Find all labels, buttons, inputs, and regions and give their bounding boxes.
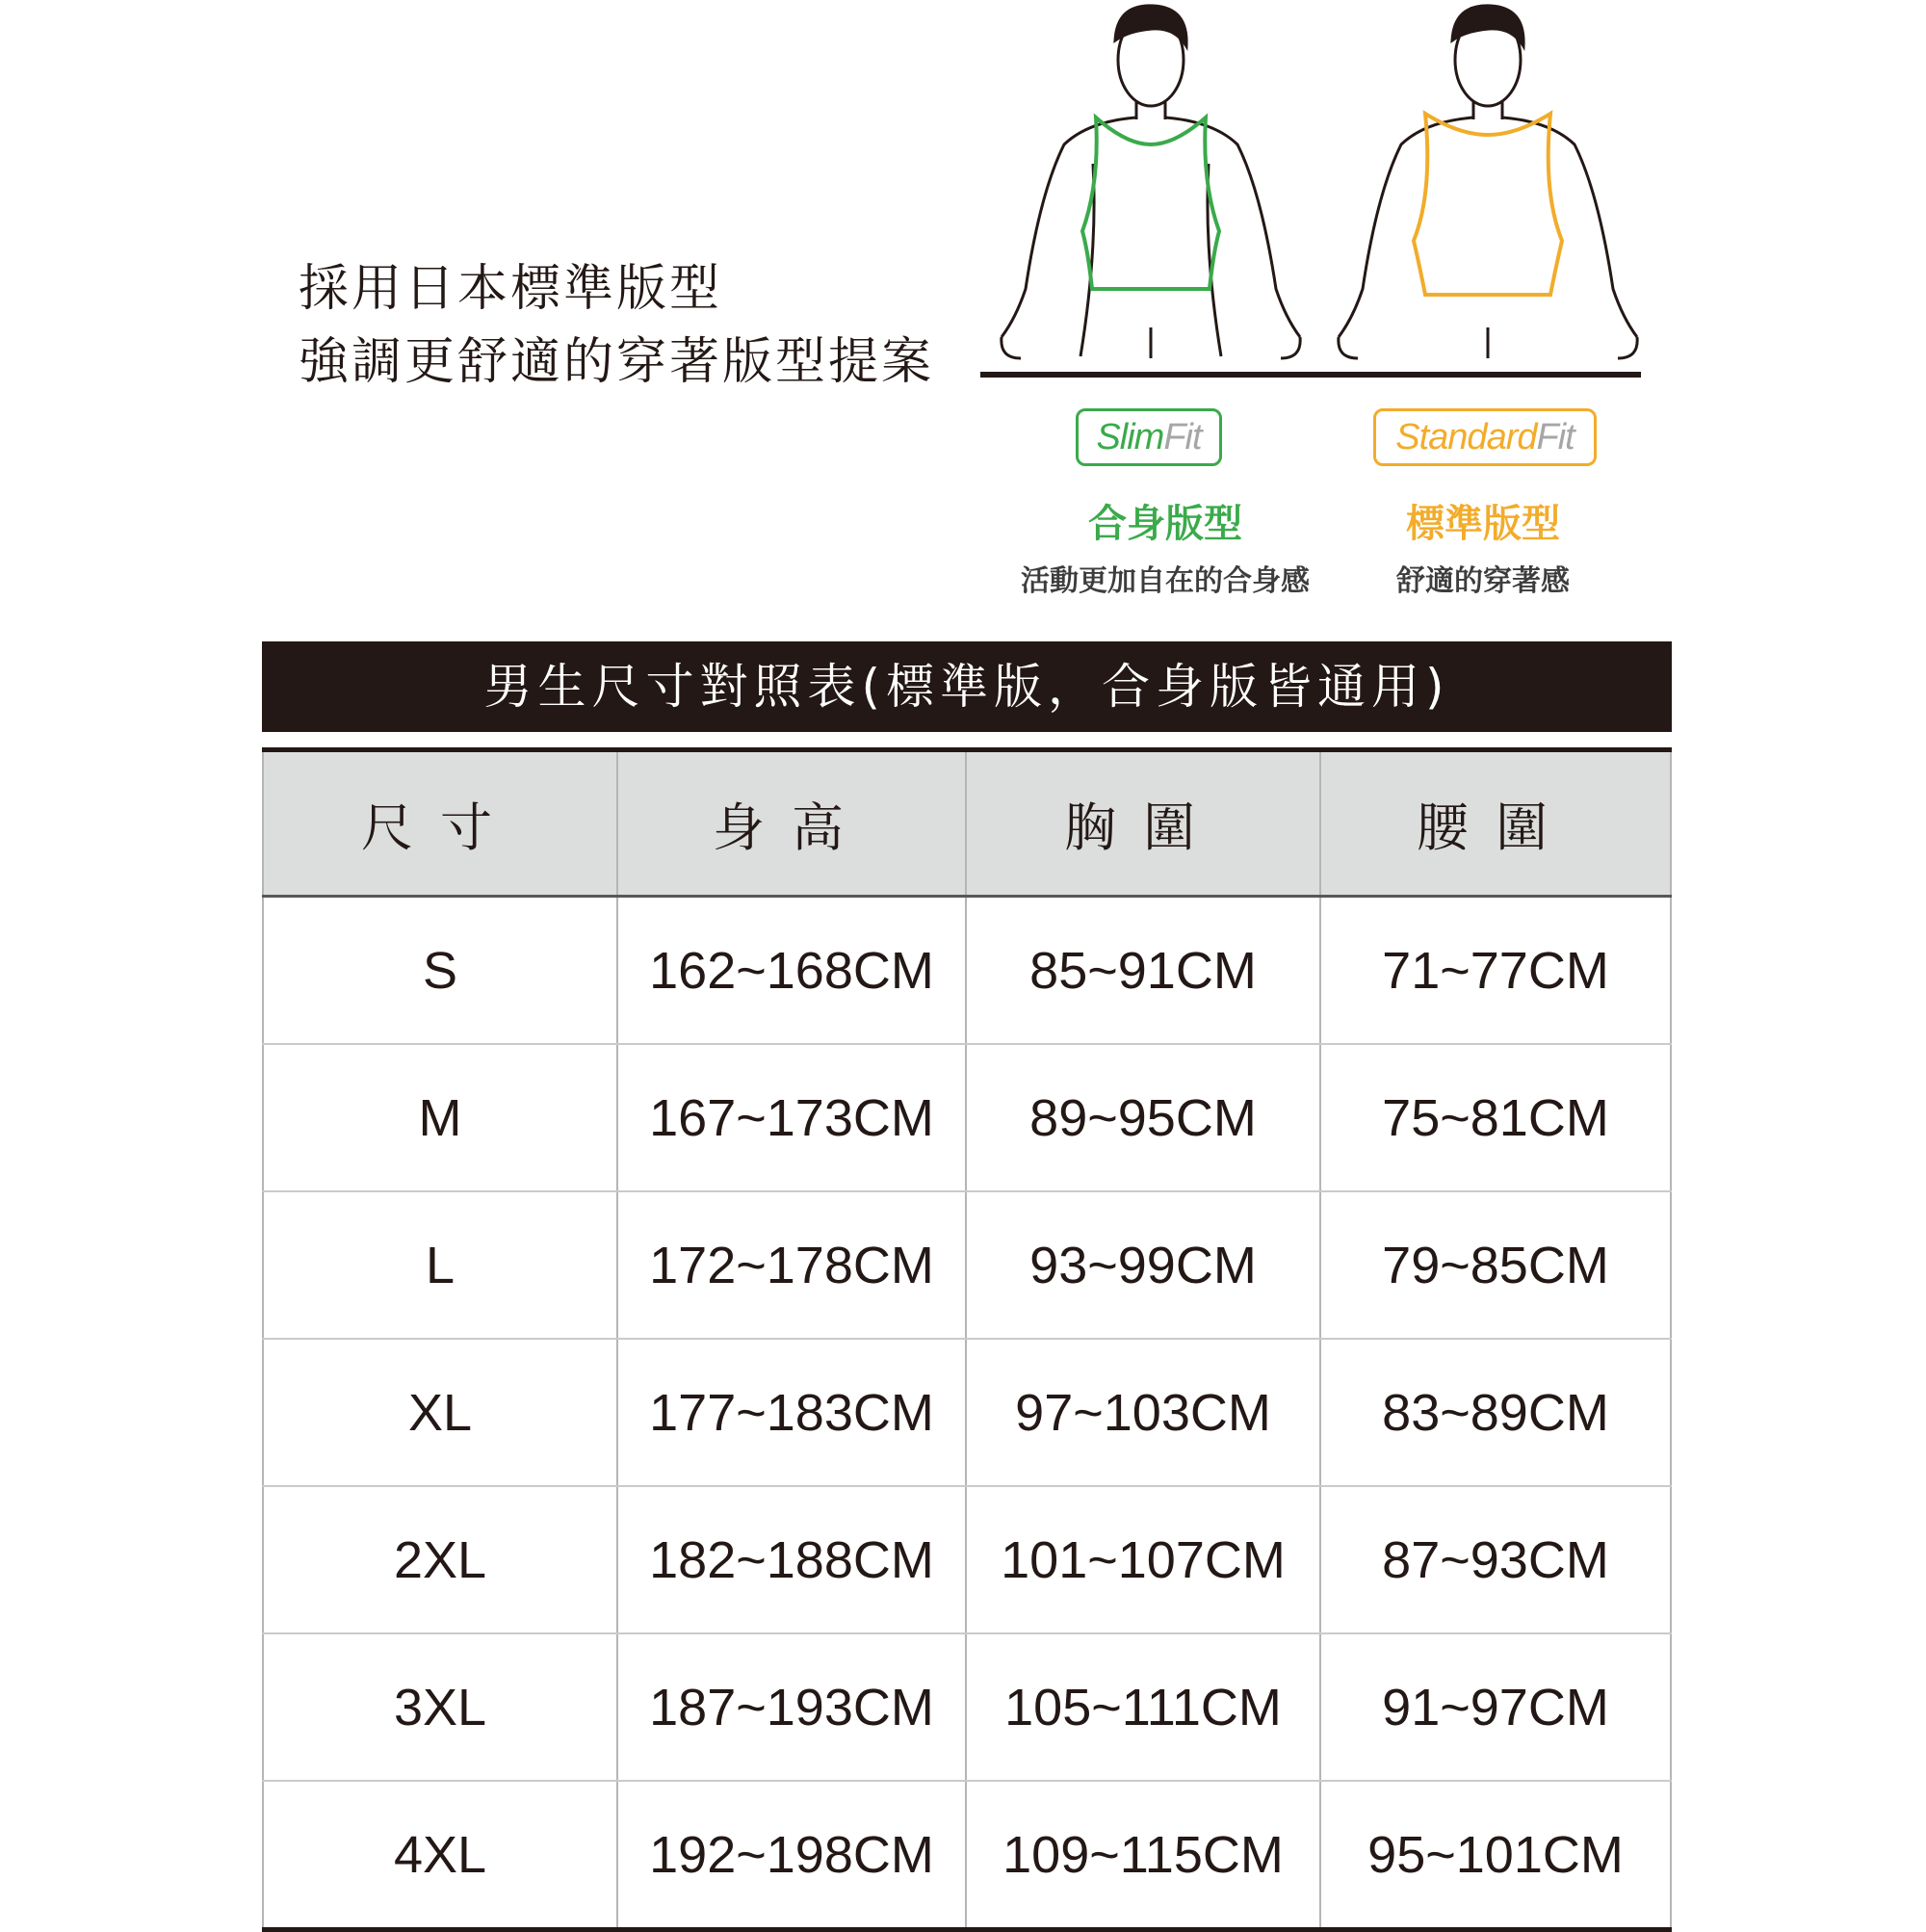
waist-cell: 87~93CM (1321, 1487, 1672, 1632)
fit-figures-illustration (973, 0, 1666, 385)
header-size: 尺寸 (262, 752, 618, 895)
standard-fit-description: 舒適的穿著感 (1396, 564, 1570, 598)
height-cell: 177~183CM (618, 1340, 967, 1485)
size-cell: L (262, 1192, 618, 1338)
chest-cell: 89~95CM (967, 1045, 1321, 1190)
slim-badge-main: Slim (1096, 417, 1164, 457)
standard-fit-badge (1373, 408, 1597, 466)
size-cell: 3XL (262, 1634, 618, 1780)
standard-fit-outline (1414, 114, 1562, 295)
standard-badge-fit: Fit (1536, 417, 1575, 457)
table-row (262, 1782, 1672, 1927)
size-chart-title: 男生尺寸對照表(標準版，合身版皆通用) (262, 641, 1672, 732)
size-cell: S (262, 898, 618, 1043)
waist-cell: 91~97CM (1321, 1634, 1672, 1780)
chest-cell: 101~107CM (967, 1487, 1321, 1632)
table-row (262, 1487, 1672, 1634)
waist-cell: 75~81CM (1321, 1045, 1672, 1190)
chest-cell: 97~103CM (967, 1340, 1321, 1485)
chest-cell: 105~111CM (967, 1634, 1321, 1780)
intro-text (299, 252, 934, 399)
table-row (262, 898, 1672, 1045)
figures-baseline (980, 372, 1641, 378)
size-chart-table (262, 747, 1672, 1932)
chest-cell: 85~91CM (967, 898, 1321, 1043)
slim-fit-badge (1076, 408, 1222, 466)
table-row (262, 1634, 1672, 1782)
intro-line-2: 強調更舒適的穿著版型提案 (299, 333, 935, 391)
height-cell: 182~188CM (618, 1487, 967, 1632)
size-cell: XL (262, 1340, 618, 1485)
slim-fit-name: 合身版型 (1088, 502, 1242, 546)
slim-fit-outline (1082, 117, 1219, 289)
waist-cell: 79~85CM (1321, 1192, 1672, 1338)
chest-cell: 109~115CM (967, 1782, 1321, 1927)
intro-line-1: 採用日本標準版型 (299, 260, 723, 318)
chest-cell: 93~99CM (967, 1192, 1321, 1338)
size-cell: M (262, 1045, 618, 1190)
standard-badge-main: Standard (1395, 417, 1537, 457)
waist-cell: 83~89CM (1321, 1340, 1672, 1485)
height-cell: 187~193CM (618, 1634, 967, 1780)
standard-fit-figure (1339, 6, 1637, 358)
height-cell: 167~173CM (618, 1045, 967, 1190)
table-row (262, 1340, 1672, 1487)
standard-fit-name: 標準版型 (1406, 502, 1560, 546)
waist-cell: 71~77CM (1321, 898, 1672, 1043)
table-header-row (262, 752, 1672, 898)
table-row (262, 1045, 1672, 1192)
size-cell: 4XL (262, 1782, 618, 1927)
height-cell: 172~178CM (618, 1192, 967, 1338)
header-chest: 胸圍 (967, 752, 1321, 895)
height-cell: 192~198CM (618, 1782, 967, 1927)
header-waist: 腰圍 (1321, 752, 1672, 895)
table-row (262, 1192, 1672, 1340)
slim-fit-figure (1002, 6, 1300, 358)
slim-badge-fit: Fit (1163, 417, 1202, 457)
waist-cell: 95~101CM (1321, 1782, 1672, 1927)
height-cell: 162~168CM (618, 898, 967, 1043)
header-height: 身高 (618, 752, 967, 895)
slim-fit-description: 活動更加自在的合身感 (1021, 564, 1310, 598)
size-cell: 2XL (262, 1487, 618, 1632)
